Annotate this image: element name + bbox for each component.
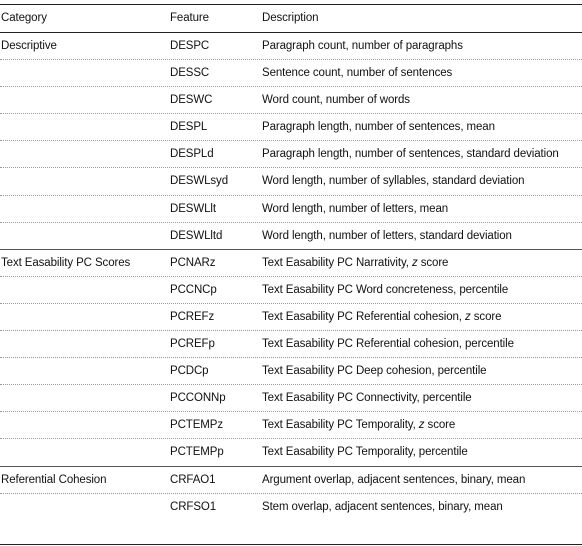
description-text: Text Easability PC Referential cohesion, percentile (262, 338, 514, 351)
description-text: Text Easability PC Connectivity, percentile (262, 392, 472, 405)
row-description (262, 87, 410, 114)
header-feature: Feature (170, 12, 209, 24)
table-row (0, 439, 582, 466)
table-row (0, 467, 582, 494)
description-text: Paragraph count, number of paragraphs (262, 40, 463, 52)
row-description (262, 385, 472, 412)
table-row (0, 87, 582, 114)
row-feature: DESSC (170, 67, 210, 80)
description-italic: z (411, 256, 418, 269)
table-row (0, 60, 582, 87)
table-row (0, 358, 582, 385)
row-description (262, 304, 501, 331)
table-row (0, 412, 582, 439)
row-feature: PCREFp (170, 338, 215, 351)
row-feature: PCTEMPp (170, 446, 224, 459)
description-text: Text Easability PC Word concreteness, percentile (262, 283, 509, 296)
header-category: Category (1, 12, 47, 24)
table-bottom-rule (0, 544, 582, 545)
row-feature: DESPLd (170, 148, 214, 161)
row-description (262, 196, 448, 223)
description-text: Text Easability PC Deep cohesion, percentile (262, 365, 487, 378)
row-feature: PCREFz (170, 310, 215, 323)
table-row (0, 141, 582, 168)
table-row (0, 385, 582, 412)
table-row (0, 250, 582, 277)
description-text: Word length, number of syllables, standard deviation (262, 175, 525, 188)
table-header-row (0, 4, 582, 32)
row-description (262, 439, 468, 466)
row-feature: PCDCp (170, 365, 209, 378)
row-feature: PCNARz (170, 256, 216, 269)
row-category: Descriptive (1, 40, 57, 52)
description-text: Word length, number of letters, mean (262, 202, 449, 215)
description-text: Word count, number of words (262, 94, 410, 107)
row-description (262, 494, 503, 521)
row-feature: CRFAO1 (170, 473, 216, 486)
row-feature: DESPC (170, 40, 210, 52)
row-category: Text Easability PC Scores (1, 256, 131, 269)
description-text: Sentence count, number of sentences (262, 67, 453, 80)
table-row (0, 196, 582, 223)
table-row (0, 304, 582, 331)
description-suffix: score (417, 256, 449, 269)
row-description (262, 358, 486, 385)
description-text: Text Easability PC Temporality, (262, 419, 419, 432)
row-description (262, 250, 448, 277)
description-text: Text Easability PC Temporality, percentile (262, 446, 468, 459)
description-text: Argument overlap, adjacent sentences, binary, mean (262, 473, 526, 486)
row-feature: DESPL (170, 121, 208, 134)
row-description (262, 277, 508, 304)
table-body (0, 33, 582, 521)
table-row (0, 331, 582, 358)
row-description (262, 412, 455, 439)
row-description (262, 60, 452, 87)
header-description: Description (262, 12, 319, 24)
row-feature: DESWLltd (170, 229, 223, 242)
description-italic: z (465, 310, 471, 323)
row-feature: DESWLsyd (170, 175, 228, 188)
table-row (0, 168, 582, 195)
description-text: Paragraph length, number of sentences, standard deviation (262, 148, 559, 161)
row-description (262, 168, 524, 195)
row-description (262, 331, 514, 358)
row-description (262, 223, 512, 250)
row-description (262, 141, 559, 168)
table-row (0, 494, 582, 521)
row-feature: PCCONNp (170, 392, 226, 405)
description-text: Text Easability PC Referential cohesion, (262, 310, 466, 323)
row-feature: CRFSO1 (170, 500, 217, 513)
table-row (0, 114, 582, 141)
row-description (262, 467, 525, 494)
description-text: Stem overlap, adjacent sentences, binary, mean (262, 500, 503, 513)
description-italic: z (418, 419, 425, 432)
description-text: Word length, number of letters, standard deviation (262, 229, 512, 242)
description-text: Paragraph length, number of sentences, mean (262, 121, 495, 134)
description-suffix: score (470, 310, 502, 323)
table-row (0, 223, 582, 250)
row-category: Referential Cohesion (1, 473, 107, 486)
row-description (262, 33, 463, 60)
row-feature: DESWLlt (170, 202, 216, 215)
row-description (262, 114, 495, 141)
row-feature: DESWC (170, 94, 213, 107)
description-suffix: score (424, 419, 456, 432)
row-feature: PCCNCp (170, 283, 217, 296)
table-row (0, 277, 582, 304)
table-row (0, 33, 582, 60)
description-text: Text Easability PC Narrativity, (262, 256, 412, 269)
row-feature: PCTEMPz (170, 419, 223, 432)
